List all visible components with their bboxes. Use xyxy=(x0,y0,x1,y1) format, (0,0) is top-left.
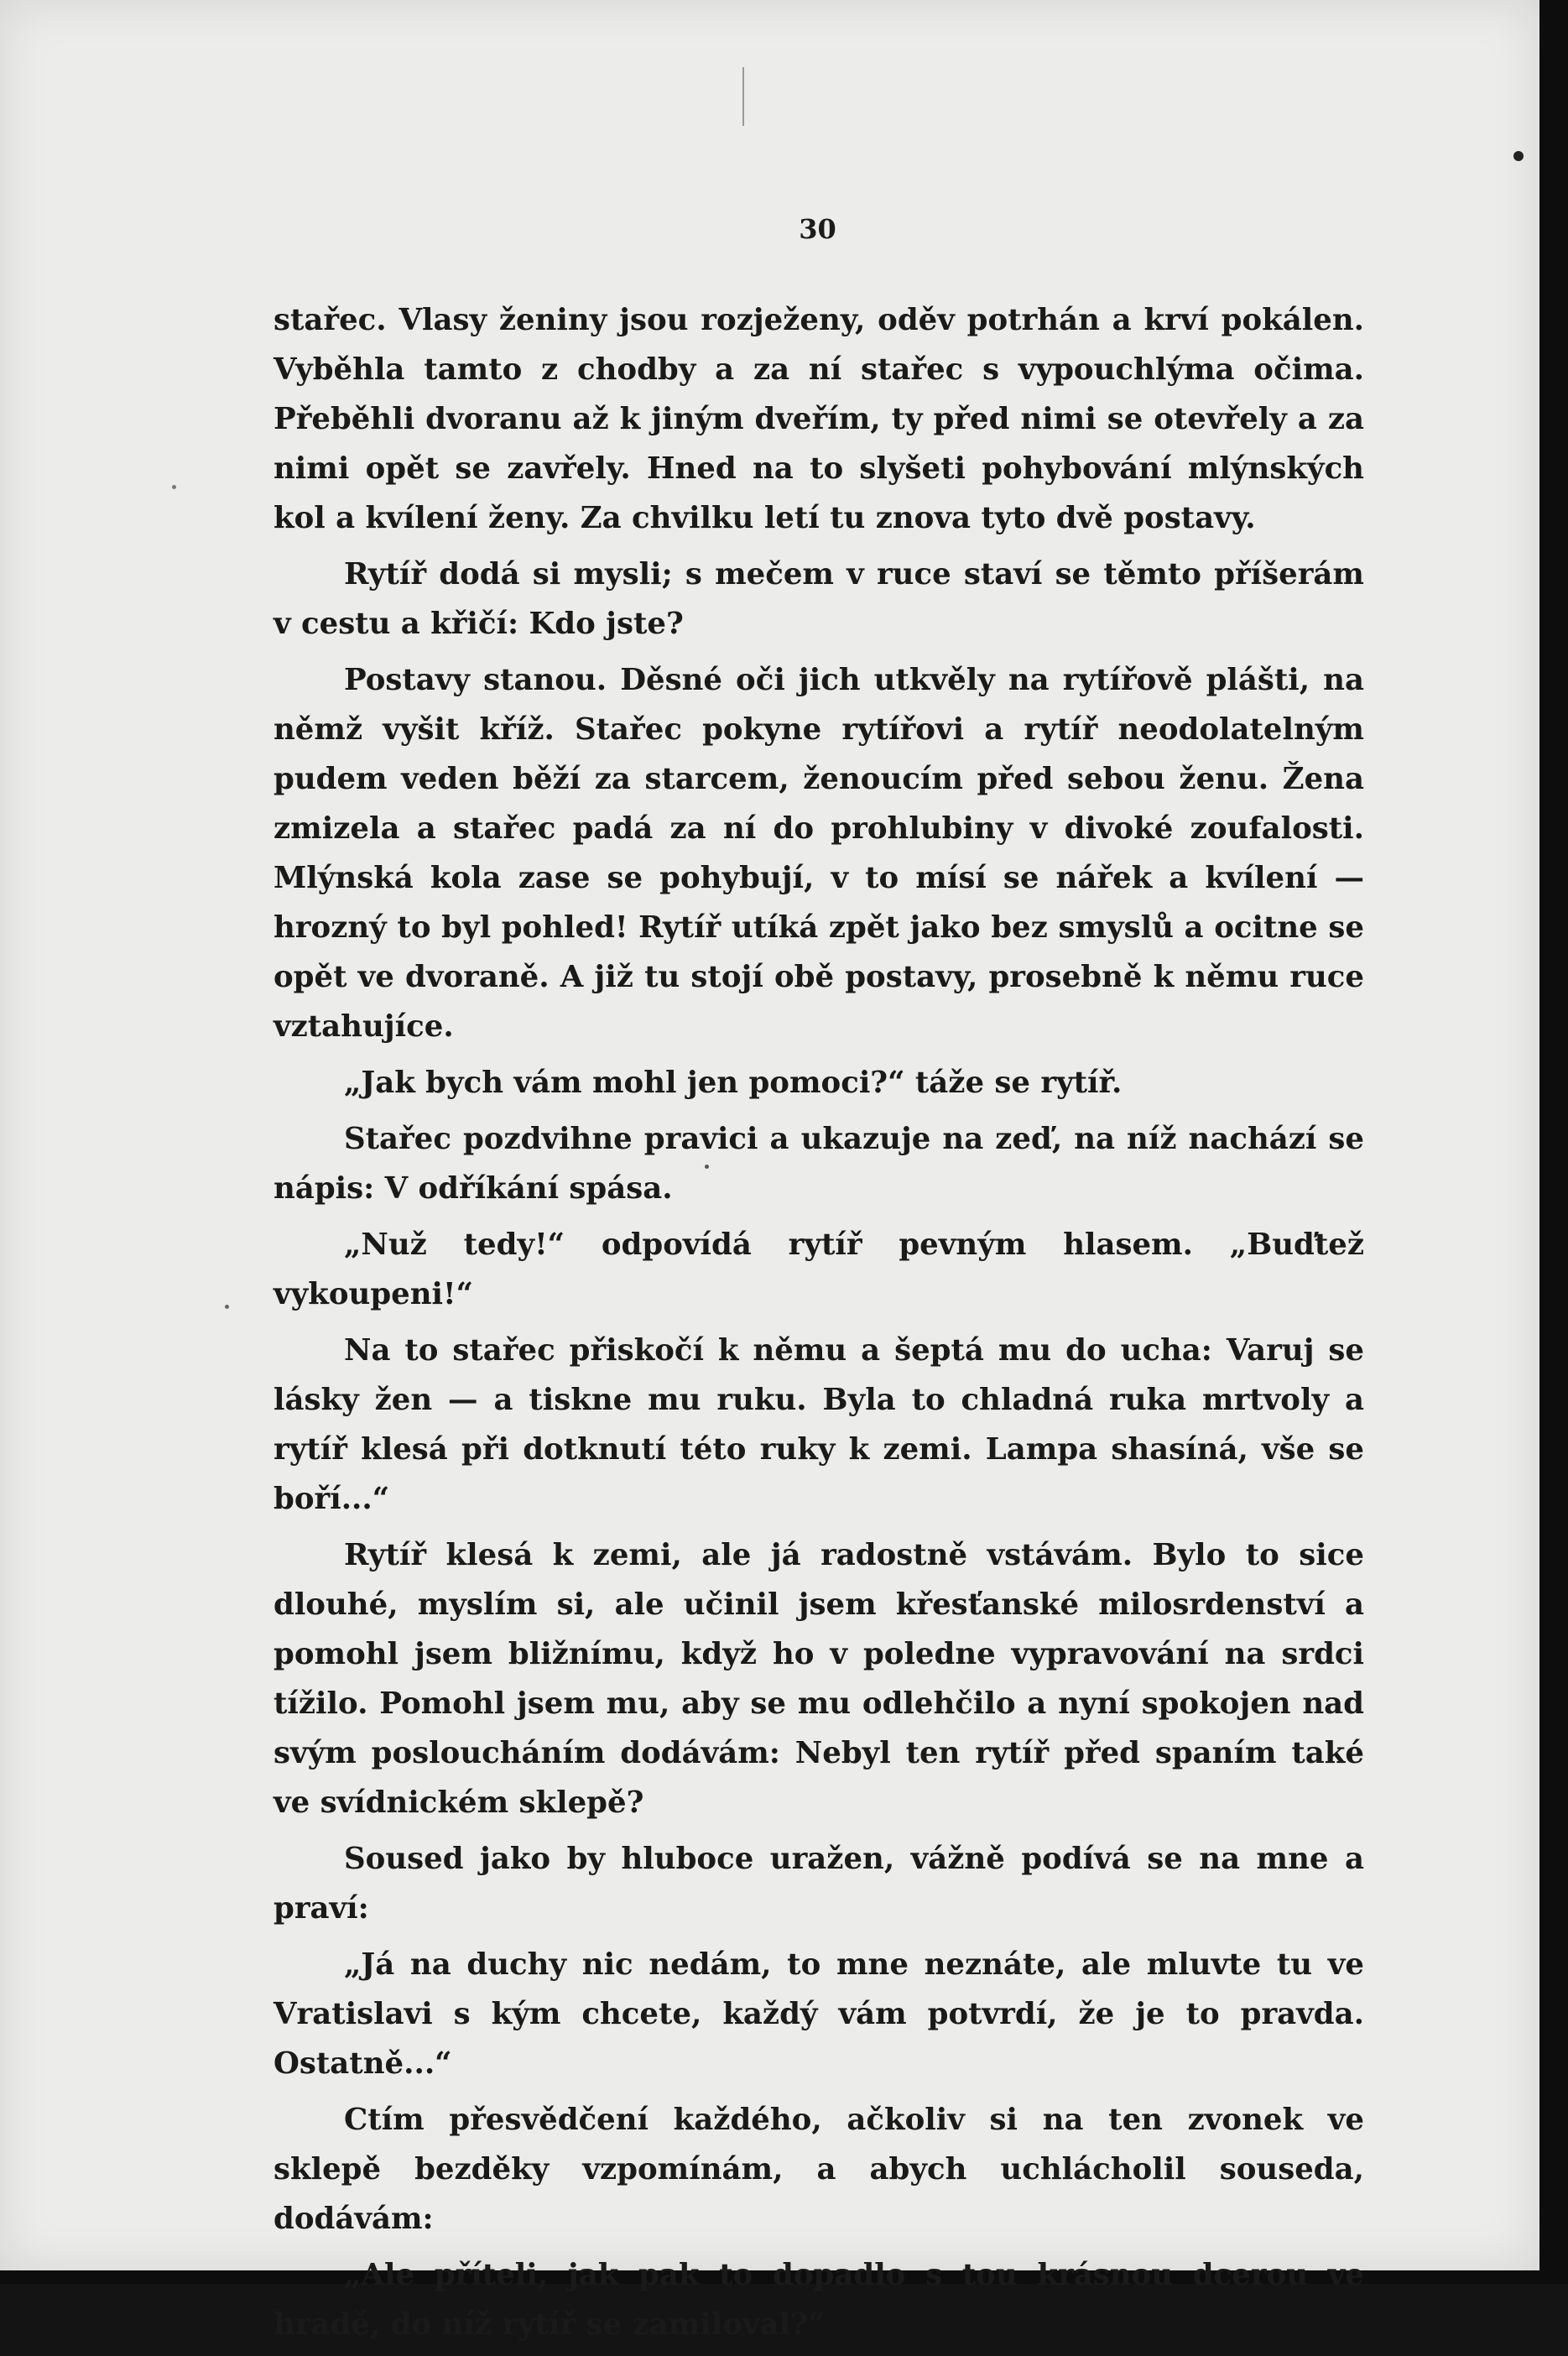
paragraph: stařec. Vlasy ženiny jsou rozježeny, oděv potrhán a krví pokálen. Vyběhla tamto z chodby a za ní stařec s vypouchlýma očima. Přeběhli dvoranu až k jiným dveřím, ty před nimi se otevřely a za nimi opět se zavřely. Hned na to slyšeti pohybování mlýnských kol a kvílení ženy. Za chvilku letí tu znova tyto dvě postavy. xyxy=(273,303,1364,535)
scan-speck xyxy=(172,485,176,489)
paragraph: „Ale příteli, jak pak to dopadlo s tou krásnou dcerou ve hradě, do níž rytíř se zamiloval?“ xyxy=(273,2258,1364,2342)
scan-speck xyxy=(225,1305,229,1309)
page-number: 30 xyxy=(799,213,836,245)
paragraph: Rytíř dodá si mysli; s mečem v ruce staví se těmto příšerám v cestu a křičí: Kdo jste? xyxy=(273,557,1364,641)
scan-speck xyxy=(1513,151,1524,161)
paragraph: Rytíř klesá k zemi, ale já radostně vstávám. Bylo to sice dlouhé, myslím si, ale učinil jsem křesťanské milosrdenství a pomohl jsem bližnímu, když ho v poledne vypravování na srdci tížilo. Pomohl jsem mu, aby se mu odlehčilo a nyní spokojen nad svým posloucháním dodávám: Nebyl ten rytíř před spaním také ve svídnickém sklepě? xyxy=(273,1538,1364,1820)
paragraph: Ctím přesvědčení každého, ačkoliv si na ten zvonek ve sklepě bezděky vzpomínám, a abych uchlácholil souseda, dodávám: xyxy=(273,2103,1364,2236)
body-text xyxy=(273,295,1364,2356)
paragraph: Stařec pozdvihne pravici a ukazuje na zeď, na níž nachází se nápis: V odříkání spása. xyxy=(273,1122,1364,1206)
paragraph: „Jak bych vám mohl jen pomoci?“ táže se rytíř. xyxy=(344,1066,1123,1100)
scan-edge-right xyxy=(1539,0,1568,2284)
paragraph: Postavy stanou. Děsné oči jich utkvěly na rytířově plášti, na němž vyšit kříž. Stařec pokyne rytířovi a rytíř neodolatelným pudem veden běží za starcem, ženoucím před sebou ženu. Žena zmizela a stařec padá za ní do prohlubiny v divoké zoufalosti. Mlýnská kola zase se pohybují, v to mísí se nářek a kvílení — hrozný to byl pohled! Rytíř utíká zpět jako bez smyslů a ocitne se opět ve dvoraně. A již tu stojí obě postavy, prosebně k němu ruce vztahujíce. xyxy=(273,663,1364,1044)
paragraph: Soused jako by hluboce uražen, vážně podívá se na mne a praví: xyxy=(273,1842,1364,1926)
paragraph: „Nuž tedy!“ odpovídá rytíř pevným hlasem. „Buďtež vykoupeni!“ xyxy=(273,1228,1364,1311)
scan-speck xyxy=(742,67,744,126)
paragraph: „Já na duchy nic nedám, to mne neznáte, ale mluvte tu ve Vratislavi s kým chcete, každý vám potvrdí, že je to pravda. Ostatně...“ xyxy=(273,1947,1364,2081)
paragraph: Na to stařec přiskočí k němu a šeptá mu do ucha: Varuj se lásky žen — a tiskne mu ruku. Byla to chladná ruka mrtvoly a rytíř klesá při dotknutí této ruky k zemi. Lampa shasíná, vše se boří...“ xyxy=(273,1333,1364,1516)
